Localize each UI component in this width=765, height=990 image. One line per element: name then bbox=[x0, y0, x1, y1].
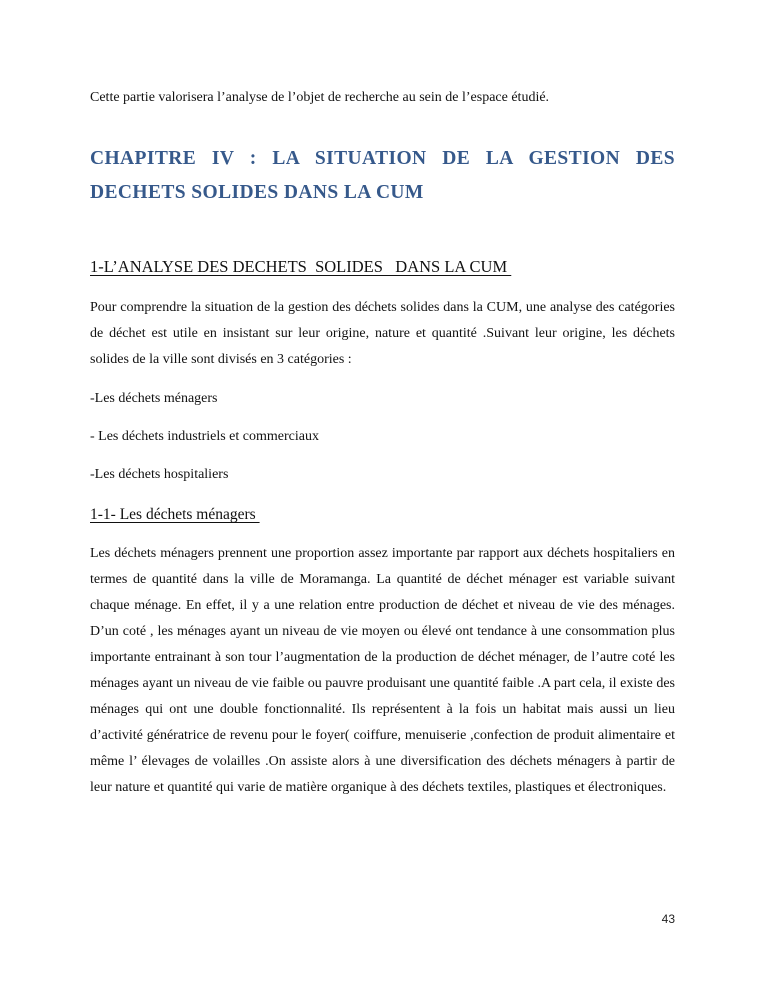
section-paragraph: Pour comprendre la situation de la gestion des déchets solides dans la CUM, une analyse des catégories de déchet est utile en insistant sur leur origine, nature et quantité .Suivant leur origine, les déchets solides de la ville sont divisés en 3 catégories : bbox=[90, 300, 675, 367]
section-title: 1-L’ANALYSE DES DECHETS SOLIDES DANS LA CUM bbox=[90, 257, 512, 276]
intro-sentence: Cette partie valorisera l’analyse de l’objet de recherche au sein de l’espace étudié. bbox=[90, 90, 550, 105]
subsection-paragraph: Les déchets ménagers prennent une proportion assez importante par rapport aux déchets hospitaliers en termes de quantité dans la ville de Moramanga. La quantité de déchet ménager est variable suivant chaque ménage. En effet, il y a une relation entre production de déchet et niveau de vie des ménages. D’un coté , les ménages ayant un niveau de vie moyen ou élevé ont tendance à une consommation plus importante entrainant à son tour l’augmentation de la production de déchet ménager, de l’autre coté les ménages ayant un niveau de vie faible ou pauvre produisant une quantité faible .A part cela, il existe des ménages qui ont une double fonctionnalité. Ils représentent à la fois un habitat mais aussi un lieu d’activité génératrice de revenu pour le foyer( coiffure, menuiserie ,confection de produit alimentaire et même l’ élevages de volailles .On assiste alors à une diversification des déchets ménagers à partir de leur nature et quantité qui varie de matière organique à des déchets textiles, plastiques et électroniques. bbox=[90, 546, 675, 795]
chapter-title: CHAPITRE IV : LA SITUATION DE LA GESTION DES DECHETS SOLIDES DANS LA CUM bbox=[90, 148, 675, 203]
subsection-title: 1-1- Les déchets ménagers bbox=[90, 506, 260, 523]
page-number: 43 bbox=[661, 912, 675, 926]
category-item-household: -Les déchets ménagers bbox=[90, 391, 218, 406]
category-item-hospital: -Les déchets hospitaliers bbox=[90, 467, 229, 482]
category-item-industrial: - Les déchets industriels et commerciaux bbox=[90, 429, 319, 444]
